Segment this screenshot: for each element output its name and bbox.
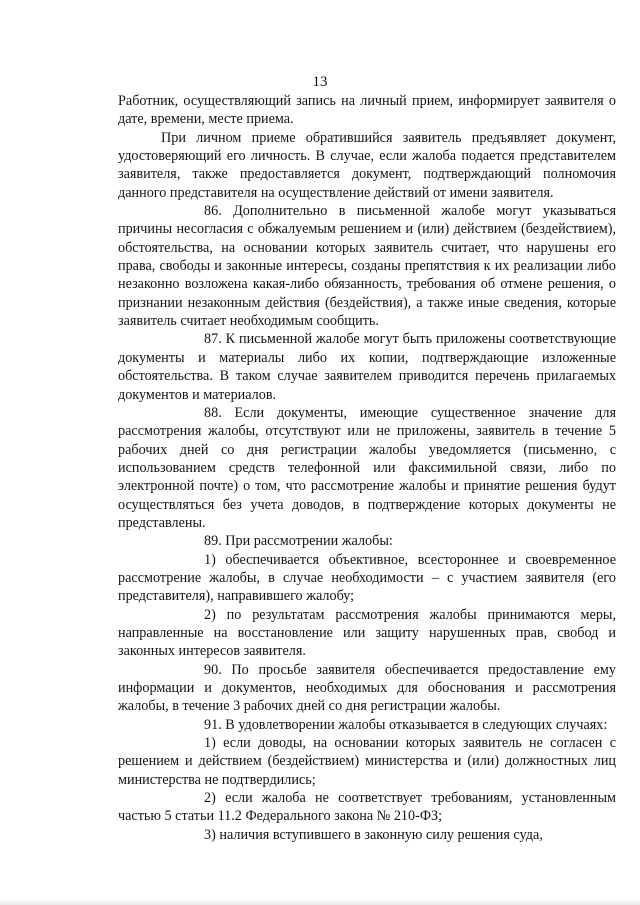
clause-91 <box>118 716 616 734</box>
clause-number: 87. <box>204 331 222 348</box>
clause-89-item-2 <box>118 606 616 661</box>
paragraph-text: наличия вступившего в законную силу решения суда, <box>219 826 543 843</box>
item-number: 2) <box>204 606 216 623</box>
item-number: 1) <box>204 551 216 568</box>
clause-number: 90. <box>204 661 222 678</box>
clause-91-item-1 <box>118 734 616 789</box>
clause-86 <box>118 202 616 330</box>
paragraph-text: обеспечивается объективное, всестороннее и своевременное рассмотрение жалобы, в случае необходимости – с участием заявителя (его представителя), направившего жалобу; <box>118 551 616 605</box>
clause-number: 88. <box>204 404 222 421</box>
paragraph-text: К письменной жалобе могут быть приложены соответствующие документы и материалы либо их копии, подтверждающие изложенные обстоятельства. В таком случае заявителем приводится перечень прилагаемых документов и материалов. <box>118 331 616 403</box>
item-number: 1) <box>204 735 216 752</box>
clause-87 <box>118 330 616 403</box>
item-number: 2) <box>204 790 216 807</box>
paragraph-reception-info <box>118 92 616 129</box>
clause-89-item-1 <box>118 551 616 606</box>
paragraph-text: При личном приеме обратившийся заявитель предъявляет документ, удостоверяющий его личность. В случае, если жалоба подается представителем заявителя, также предоставляется документ, подтверждающий полномочия данного представителя на осуществление действий от имени заявителя. <box>118 129 616 201</box>
clause-89 <box>118 532 616 550</box>
clause-number: 91. <box>204 716 222 733</box>
clause-91-item-2 <box>118 789 616 826</box>
paragraph-text: по результатам рассмотрения жалобы принимаются меры, направленные на восстановление или защиту нарушенных прав, свобод и законных интересов заявителя. <box>118 606 617 660</box>
document-body <box>118 92 616 844</box>
clause-90 <box>118 661 616 716</box>
paragraph-text: если доводы, на основании которых заявитель не согласен с решением и действием (бездействием) министерства и (или) должностных лиц министерства не подтвердились; <box>118 735 616 788</box>
paragraph-text: если жалоба не соответствует требованиям, установленным частью 5 статьи 11.2 Федерального закона № 210-ФЗ; <box>118 790 616 825</box>
clause-91-item-3 <box>118 826 616 844</box>
clause-number: 89. <box>204 533 222 550</box>
paragraph-text: Если документы, имеющие существенное значение для рассмотрения жалобы, отсутствуют или не приложены, заявитель в течение 5 рабочих дней со дня регистрации жалобы уведомляется (письменно, с использованием средств телефонной или факсимильной связи, либо по электронной почте) о том, что рассмотрение жалобы и принятие решения будут осуществляться без учета доводов, в подтверждение которых документы не представлены. <box>118 404 616 531</box>
item-number: 3) <box>204 826 216 843</box>
paragraph-text: По просьбе заявителя обеспечивается предоставление ему информации и документов, необходимых для обоснования и рассмотрения жалобы, в течение 3 рабочих дней со дня регистрации жалобы. <box>118 661 617 715</box>
page-number: 13 <box>312 74 328 90</box>
clause-88 <box>118 404 616 532</box>
page-bottom-edge <box>0 899 640 905</box>
paragraph-text: В удовлетворении жалобы отказывается в следующих случаях: <box>225 716 608 733</box>
paragraph-text: При рассмотрении жалобы: <box>225 533 393 550</box>
paragraph-text: Дополнительно в письменной жалобе могут указываться причины несогласия с обжалуемым решением и (или) действием (бездействием), обстоятельства, на основании которых заявитель считает, что нарушены его права, свободы и законные интересы, созданы препятствия к их реализации либо незаконно возложена какая-либо обязанность, требования об отмене решения, о признании незаконным действия (бездействия), а также иные сведения, которые заявитель считает необходимым сообщить. <box>118 203 616 330</box>
paragraph-personal-reception <box>118 129 616 202</box>
paragraph-text: Работник, осуществляющий запись на личный прием, информирует заявителя о дате, времени, месте приема. <box>118 93 616 128</box>
clause-number: 86. <box>204 203 222 220</box>
